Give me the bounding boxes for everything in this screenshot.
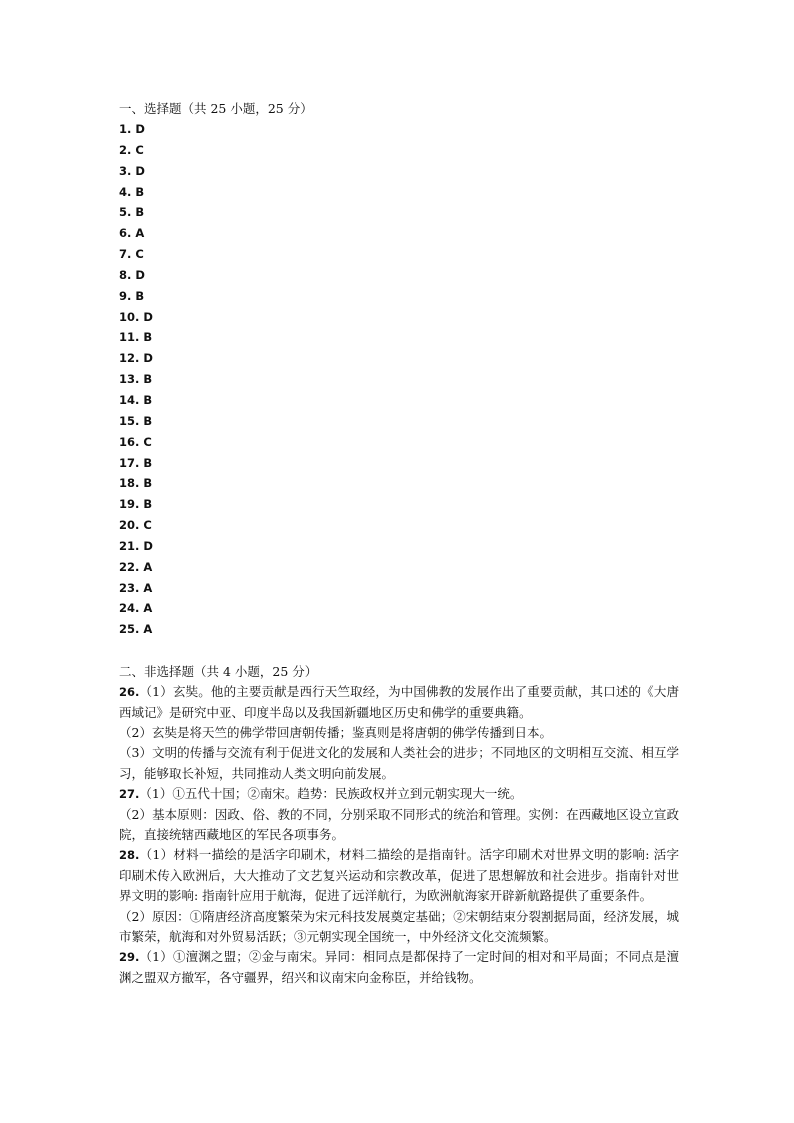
answer-item <box>119 411 679 432</box>
section-gap <box>119 640 679 661</box>
answer-paragraph <box>119 805 679 846</box>
answer-item <box>119 265 679 286</box>
question-number: 2. <box>119 142 132 157</box>
question-number: 5. <box>119 205 132 220</box>
answer-paragraph <box>119 845 679 906</box>
answer-item <box>119 202 679 223</box>
answer-letter: D <box>143 309 153 324</box>
answer-paragraph <box>119 723 679 743</box>
answer-letter: D <box>135 122 145 136</box>
answer-letter: B <box>143 476 153 491</box>
answer-item <box>119 432 679 453</box>
answer-item <box>119 536 679 557</box>
answer-letter: A <box>143 580 153 595</box>
answer-item <box>119 244 679 265</box>
answer-text: （2）基本原则：因政、俗、教的不同，分别采取不同形式的统治和管理。实例：在西藏地区设立宣政院，直接统辖西藏地区的军民各项事务。 <box>119 806 679 842</box>
short-answer-list <box>119 682 679 988</box>
answer-text: （1）①澶渊之盟；②金与南宋。异同：相同点是都保持了一定时间的相对和平局面；不同点是澶渊之盟双方撤军，各守疆界，绍兴和议南宋向金称臣，并给钱物。 <box>119 949 679 985</box>
answer-paragraph <box>119 907 679 948</box>
answer-letter: B <box>143 372 153 387</box>
answer-item <box>119 515 679 536</box>
question-number: 12. <box>119 351 140 366</box>
answer-letter: B <box>143 497 153 512</box>
answer-letter: C <box>135 142 144 157</box>
answer-letter: A <box>143 601 153 616</box>
answer-item <box>119 223 679 244</box>
answer-item <box>119 578 679 599</box>
question-number: 25. <box>119 622 140 637</box>
answer-letter: B <box>135 205 145 220</box>
answer-text: （1）材料一描绘的是活字印刷术，材料二描绘的是指南针。活字印刷术对世界文明的影响: 活字印刷术传入欧洲后，大大推动了文艺复兴运动和宗教改革，促进了思想解放和社会进步。指南针对世界文明的影响: 指南针应用于航海，促进了远洋航行，为欧洲航海家开辟新航路提供了重要条件。 <box>119 847 679 904</box>
question-number: 3. <box>119 163 132 178</box>
section1-heading: 一、选择题（共 25 小题，25 分） <box>119 101 313 116</box>
answer-letter: B <box>143 330 153 345</box>
answer-key-page <box>119 98 679 988</box>
answer-letter: A <box>135 226 145 241</box>
question-number: 13. <box>119 372 140 387</box>
answer-item <box>119 598 679 619</box>
answer-item <box>119 494 679 515</box>
answer-item <box>119 473 679 494</box>
question-number: 11. <box>119 330 140 345</box>
question-number: 16. <box>119 434 140 449</box>
question-number: 28. <box>119 848 140 863</box>
question-number: 17. <box>119 455 140 470</box>
section2-heading: 二、非选择题（共 4 小题，25 分） <box>119 664 318 680</box>
question-number: 29. <box>119 950 140 965</box>
answer-letter: D <box>135 267 145 282</box>
answer-letter: B <box>143 392 153 407</box>
answer-item <box>119 161 679 182</box>
answer-letter: D <box>143 351 153 366</box>
answer-paragraph <box>119 784 679 804</box>
question-number: 23. <box>119 580 140 595</box>
answer-text: （3）文明的传播与交流有利于促进文化的发展和人类社会的进步；不同地区的文明相互交流、相互学习，能够取长补短，共同推动人类文明向前发展。 <box>119 745 679 781</box>
answer-item <box>119 286 679 307</box>
answer-text: （2）玄奘是将天竺的佛学带回唐朝传播；鉴真则是将唐朝的佛学传播到日本。 <box>119 724 552 740</box>
answer-item <box>119 182 679 203</box>
answer-item <box>119 307 679 328</box>
answer-letter: A <box>143 622 153 637</box>
answer-letter: C <box>143 518 152 533</box>
answer-item <box>119 453 679 474</box>
answer-paragraph <box>119 947 679 988</box>
question-number: 4. <box>119 184 132 199</box>
answer-text: （2）原因：①隋唐经济高度繁荣为宋元科技发展奠定基础；②宋朝结束分裂割据局面，经济发展，城市繁荣，航海和对外贸易活跃；③元朝实现全国统一，中外经济文化交流频繁。 <box>119 908 679 944</box>
answer-item <box>119 390 679 411</box>
answer-letter: A <box>143 559 153 574</box>
answer-item <box>119 557 679 578</box>
question-number: 8. <box>119 267 132 282</box>
answer-letter: C <box>135 247 144 262</box>
question-number: 7. <box>119 247 132 262</box>
answer-item <box>119 119 679 140</box>
question-number: 21. <box>119 538 140 553</box>
answer-letter: B <box>143 413 153 428</box>
question-number: 14. <box>119 392 140 407</box>
answer-letter: C <box>143 434 152 449</box>
question-number: 19. <box>119 497 140 512</box>
question-number: 18. <box>119 476 140 491</box>
answer-letter: B <box>135 288 145 303</box>
answer-paragraph <box>119 743 679 784</box>
answer-item <box>119 140 679 161</box>
answer-letter: B <box>135 184 145 199</box>
answer-item <box>119 327 679 348</box>
mc-answer-list <box>119 119 679 640</box>
answer-letter: B <box>143 455 153 470</box>
answer-letter: D <box>143 538 153 553</box>
answer-paragraph <box>119 682 679 723</box>
answer-item <box>119 619 679 640</box>
question-number: 24. <box>119 601 140 616</box>
question-number: 20. <box>119 518 140 533</box>
question-number: 27. <box>119 787 140 802</box>
answer-item <box>119 348 679 369</box>
question-number: 6. <box>119 226 132 241</box>
question-number: 15. <box>119 413 140 428</box>
answer-text: （1）玄奘。他的主要贡献是西行天竺取经，为中国佛教的发展作出了重要贡献，其口述的《大唐西域记》是研究中亚、印度半岛以及我国新疆地区历史和佛学的重要典籍。 <box>119 684 679 720</box>
question-number: 26. <box>119 685 140 700</box>
question-number: 9. <box>119 288 132 303</box>
answer-text: （1）①五代十国；②南宋。趋势：民族政权并立到元朝实现大一统。 <box>139 786 523 802</box>
answer-item <box>119 369 679 390</box>
question-number: 22. <box>119 559 140 574</box>
question-number: 1. <box>119 122 132 136</box>
question-number: 10. <box>119 309 140 324</box>
answer-letter: D <box>135 163 145 178</box>
